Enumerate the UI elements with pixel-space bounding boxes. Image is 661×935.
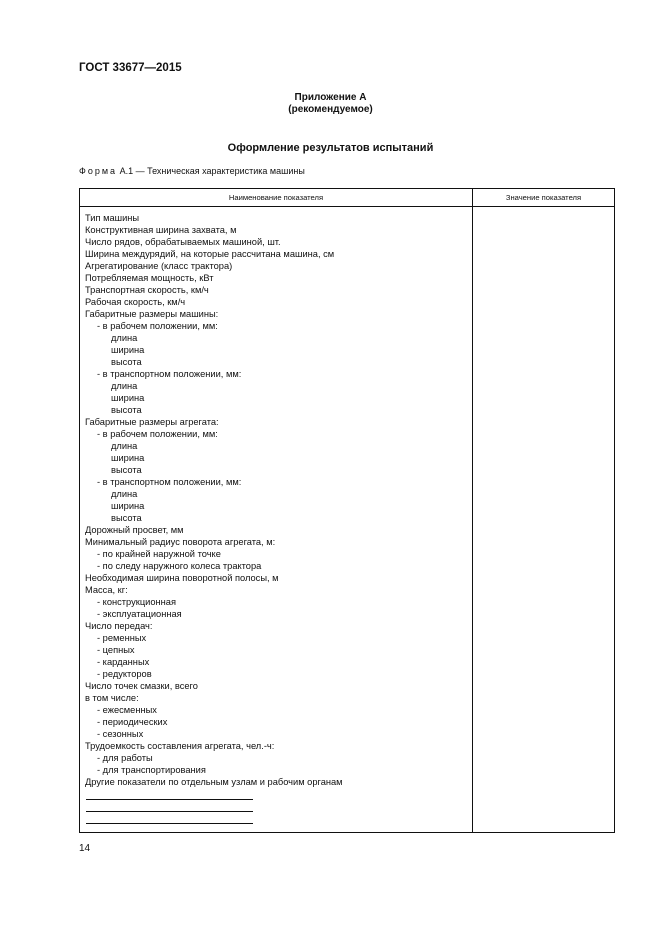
indicator-row: - редукторов — [97, 669, 152, 679]
indicator-row: длина — [111, 381, 138, 391]
indicator-row: - для работы — [97, 753, 153, 763]
indicator-row: - для транспортирования — [97, 765, 206, 775]
indicator-row: Потребляемая мощность, кВт — [85, 273, 214, 283]
indicator-row: Рабочая скорость, км/ч — [85, 297, 186, 307]
indicator-row: Число точек смазки, всего — [85, 681, 198, 691]
indicator-list — [80, 207, 472, 788]
indicator-row: длина — [111, 333, 138, 343]
header-indicator-value: Значение показателя — [473, 189, 615, 207]
indicator-row: Тип машины — [85, 213, 140, 223]
form-caption — [79, 166, 305, 176]
indicator-names-cell — [80, 207, 473, 833]
indicator-values-cell[interactable] — [473, 207, 615, 833]
indicator-row: ширина — [111, 345, 145, 355]
indicator-row: Число передач: — [85, 621, 153, 631]
indicator-row: Габаритные размеры агрегата: — [85, 417, 219, 427]
characteristics-table — [79, 188, 615, 833]
indicator-row: Другие показатели по отдельным узлам и рабочим органам — [85, 777, 343, 787]
indicator-row: Конструктивная ширина захвата, м — [85, 225, 237, 235]
indicator-row: - периодических — [97, 717, 168, 727]
indicator-row: - конструкционная — [97, 597, 177, 607]
indicator-row: ширина — [111, 501, 145, 511]
table-header-row — [80, 189, 615, 207]
blank-fill-line — [86, 812, 253, 824]
header-indicator-name: Наименование показателя — [80, 189, 473, 207]
indicator-row: в том числе: — [85, 693, 139, 703]
indicator-row: высота — [111, 357, 142, 367]
indicator-row: длина — [111, 489, 138, 499]
indicator-row: - цепных — [97, 645, 135, 655]
appendix-title: Приложение А — [294, 92, 367, 103]
indicator-row: - по крайней наружной точке — [97, 549, 221, 559]
indicator-row: - карданных — [97, 657, 150, 667]
page-number: 14 — [79, 843, 91, 854]
indicator-row: - ежесменных — [97, 705, 157, 715]
indicator-row: - ременных — [97, 633, 147, 643]
indicator-row: ширина — [111, 393, 145, 403]
indicator-row: - в транспортном положении, мм: — [97, 477, 242, 487]
indicator-row: Дорожный просвет, мм — [85, 525, 184, 535]
indicator-row: Ширина междурядий, на которые рассчитана машина, см — [85, 249, 335, 259]
appendix-subtitle: (рекомендуемое) — [288, 104, 373, 115]
indicator-row: Трудоемкость составления агрегата, чел.-ч: — [85, 741, 275, 751]
table-body-row — [80, 207, 615, 833]
indicator-row: - по следу наружного колеса трактора — [97, 561, 262, 571]
document-standard-number: ГОСТ 33677—2015 — [79, 62, 182, 74]
indicator-row: высота — [111, 513, 142, 523]
indicator-row: - в рабочем положении, мм: — [97, 429, 218, 439]
indicator-row: - в транспортном положении, мм: — [97, 369, 242, 379]
indicator-row: высота — [111, 405, 142, 415]
indicator-row: Транспортная скорость, км/ч — [85, 285, 209, 295]
form-caption-number: А.1 — [119, 166, 134, 176]
blank-fill-line — [86, 800, 253, 812]
indicator-row: длина — [111, 441, 138, 451]
indicator-row: Минимальный радиус поворота агрегата, м: — [85, 537, 276, 547]
indicator-row: Необходимая ширина поворотной полосы, м — [85, 573, 279, 583]
indicator-row: - в рабочем положении, мм: — [97, 321, 218, 331]
section-title: Оформление результатов испытаний — [227, 142, 434, 154]
indicator-row: Габаритные размеры машины: — [85, 309, 219, 319]
indicator-row: Число рядов, обрабатываемых машиной, шт. — [85, 237, 281, 247]
form-caption-label: Форма — [79, 166, 118, 176]
indicator-row: Масса, кг: — [85, 585, 128, 595]
indicator-row: - эксплуатационная — [97, 609, 182, 619]
indicator-row: Агрегатирование (класс трактора) — [85, 261, 233, 271]
blank-fill-line — [86, 788, 253, 800]
indicator-row: - сезонных — [97, 729, 144, 739]
form-caption-text: — Техническая характеристика машины — [135, 166, 305, 176]
indicator-row: ширина — [111, 453, 145, 463]
indicator-row: высота — [111, 465, 142, 475]
